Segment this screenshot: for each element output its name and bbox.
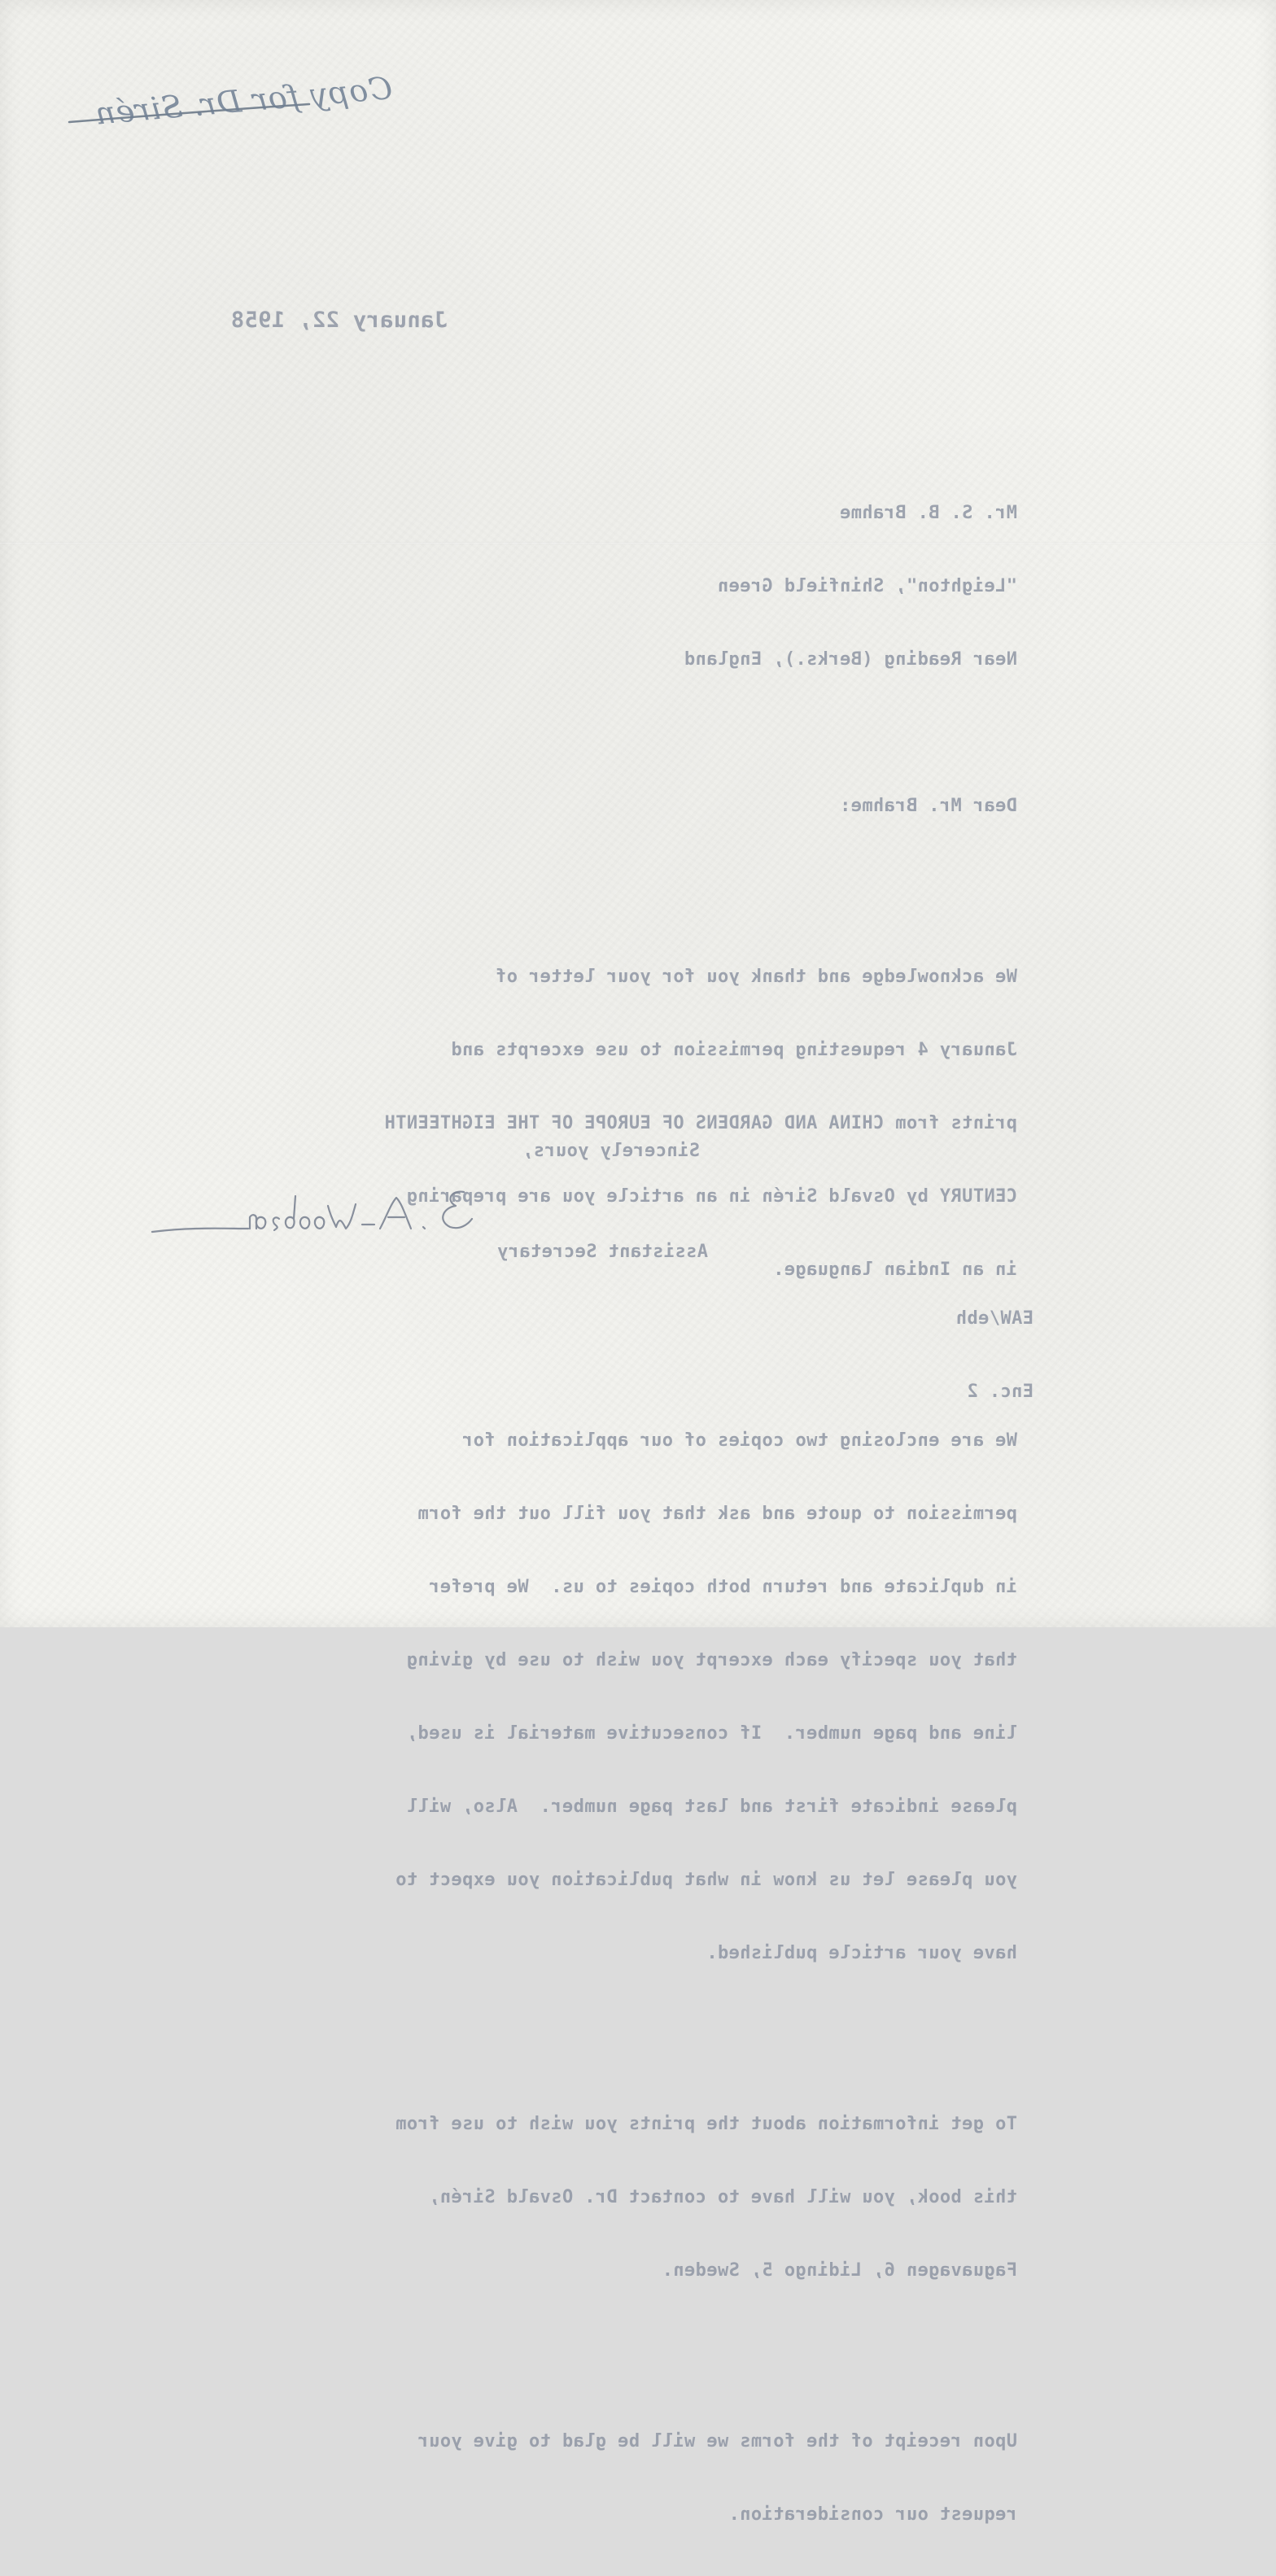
handwritten-note-text: Copy for Dr. Sirén <box>93 70 394 132</box>
salutation: Dear Mr. Brahme: <box>839 796 1017 816</box>
paragraph-line: Upon receipt of the forms we will be glad to give your <box>417 2431 1017 2452</box>
paragraph-line: have your article published. <box>706 1943 1017 1963</box>
paragraph-line: We acknowledge and thank you for your letter of <box>495 967 1017 987</box>
handwritten-annotation <box>65 63 394 137</box>
paragraph-line: in an Indian language. <box>772 1260 1017 1280</box>
paragraph-line: this book, you will have to contact Dr. Osvald Sirén, <box>428 2187 1017 2207</box>
letter-body <box>195 452 1017 2576</box>
recipient-line: "Leighton", Shinfield Green <box>717 576 1017 596</box>
paragraph-line: that you specify each excerpt you wish to use by giving <box>406 1650 1017 1670</box>
enclosure-note: Enc. 2 <box>967 1382 1033 1402</box>
paragraph-line: line and page number. If consecutive material is used, <box>406 1723 1017 1744</box>
paragraph-line: CENTURY by Osvald Sirén in an article you are preparing <box>406 1186 1017 1207</box>
reference-block <box>871 1258 1033 1453</box>
paragraph-line: We are enclosing two copies of our application for <box>461 1430 1017 1451</box>
letter-date: January 22, 1958 <box>230 308 448 333</box>
signer-title: Assistant Secretary <box>496 1242 708 1262</box>
paragraph-line: January 4 requesting permission to use excerpts and <box>451 1040 1017 1060</box>
paragraph-line: prints from CHINA AND GARDENS OF EUROPE OF THE EIGHTEENTH <box>384 1113 1017 1133</box>
paragraph-line: Faguavagen 6, Lidingo 5, Sweden. <box>662 2260 1017 2281</box>
recipient-line: Mr. S. B. Brahme <box>839 503 1017 523</box>
letter-closing: Sincerely yours, <box>522 1141 700 1161</box>
paragraph-line: request our consideration. <box>728 2504 1017 2525</box>
signature-icon <box>142 1180 484 1245</box>
reference-initials: EAW/ebh <box>955 1308 1033 1329</box>
paragraph-line: in duplicate and return both copies to us. We prefer <box>428 1577 1017 1597</box>
paragraph-line: To get information about the prints you wish to use from <box>395 2114 1017 2134</box>
paragraph-line: please indicate first and last page number. Also, will <box>406 1797 1017 1817</box>
paragraph-line: permission to quote and ask that you fill out the form <box>417 1504 1017 1524</box>
paragraph-line: you please let us know in what publication you expect to <box>395 1870 1017 1890</box>
handwritten-signature <box>142 1180 484 1245</box>
recipient-line: Near Reading (Berks.), England <box>684 649 1017 670</box>
